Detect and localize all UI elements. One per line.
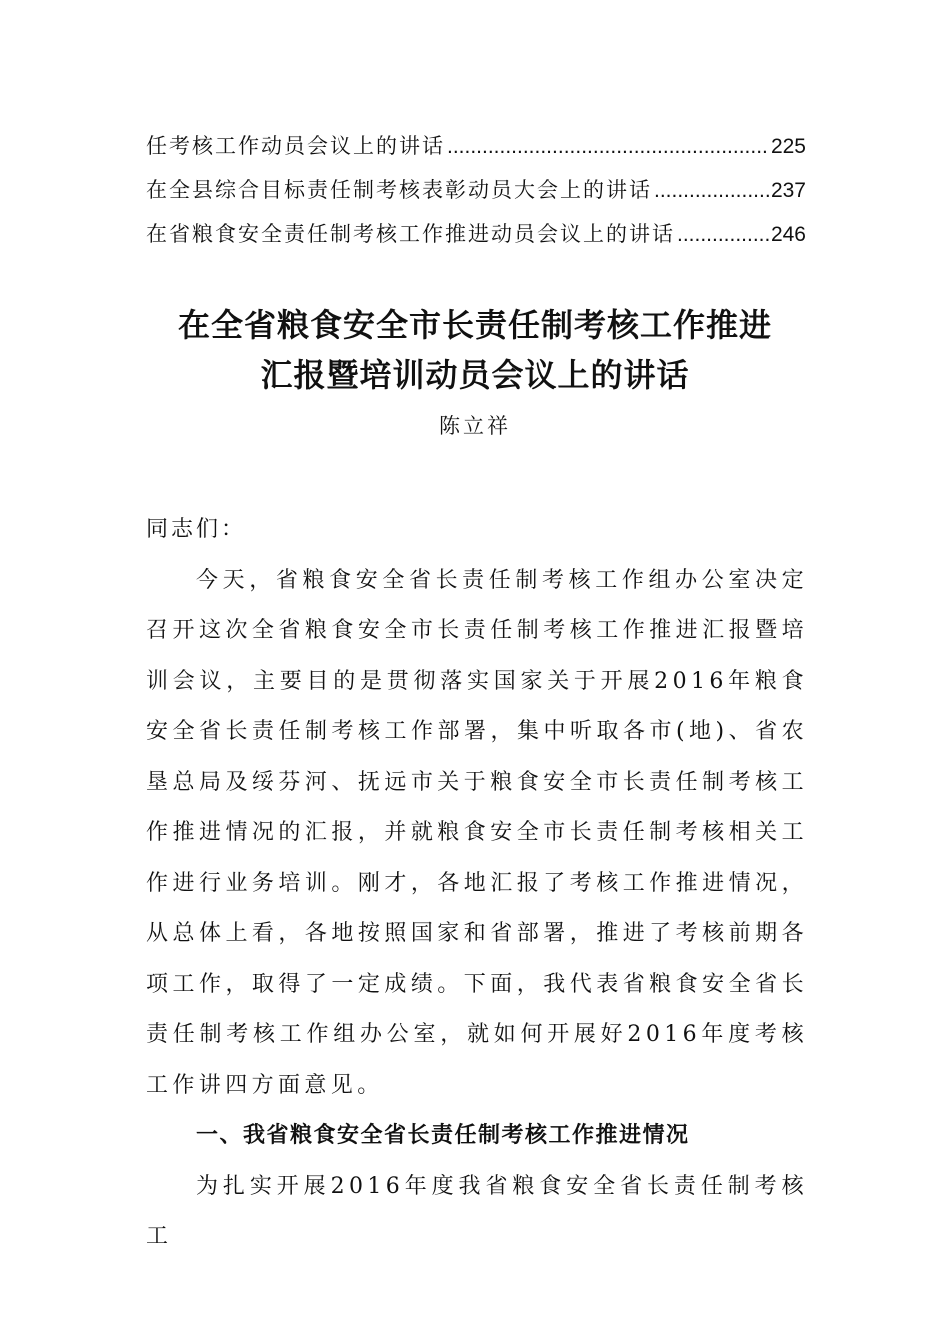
toc-entry-title: 任考核工作动员会议上的讲话: [146, 134, 445, 158]
table-of-contents: [146, 130, 806, 262]
toc-entry[interactable]: [146, 130, 806, 174]
toc-entry-title: 在省粮食安全责任制考核工作推进动员会议上的讲话: [146, 222, 675, 246]
section-heading-1: 一、我省粮食安全省长责任制考核工作推进情况: [196, 1123, 690, 1148]
paragraph-1: 今天，省粮食安全省长责任制考核工作组办公室决定召开这次全省粮食安全市长责任制考核工作推进汇报暨培训会议，主要目的是贯彻落实国家关于开展2016年粮食安全省长责任制考核工作部署，集中听取各市(地)、省农垦总局及绥芬河、抚远市关于粮食安全市长责任制考核工作推进情况的汇报，并就粮食安全市长责任制考核相关工作进行业务培训。刚才，各地汇报了考核工作推进情况，从总体上看，各地按照国家和省部署，推进了考核前期各项工作，取得了一定成绩。下面，我代表省粮食安全省长责任制考核工作组办公室，就如何开展好2016年度考核工作讲四方面意见。: [146, 567, 808, 1098]
toc-entry[interactable]: [146, 218, 806, 262]
document-body: [146, 505, 808, 1263]
title-line-2: 汇报暨培训动员会议上的讲话: [260, 356, 690, 394]
toc-entry[interactable]: [146, 174, 806, 218]
toc-entry-title: 在全县综合目标责任制考核表彰动员大会上的讲话: [146, 178, 652, 202]
document-title: [100, 300, 850, 400]
toc-leader-dots: [447, 135, 769, 159]
toc-entry-page: 237: [770, 179, 806, 202]
author-name: 陈立祥: [439, 414, 511, 438]
toc-leader-dots: [677, 223, 769, 247]
paragraph-2: 为扎实开展2016年度我省粮食安全省长责任制考核工: [146, 1173, 808, 1249]
greeting: 同志们：: [146, 517, 247, 542]
toc-entry-page: 246: [770, 223, 806, 246]
toc-leader-dots: [654, 179, 769, 203]
title-line-1: 在全省粮食安全市长责任制考核工作推进: [177, 306, 772, 344]
toc-entry-page: 225: [770, 135, 806, 158]
